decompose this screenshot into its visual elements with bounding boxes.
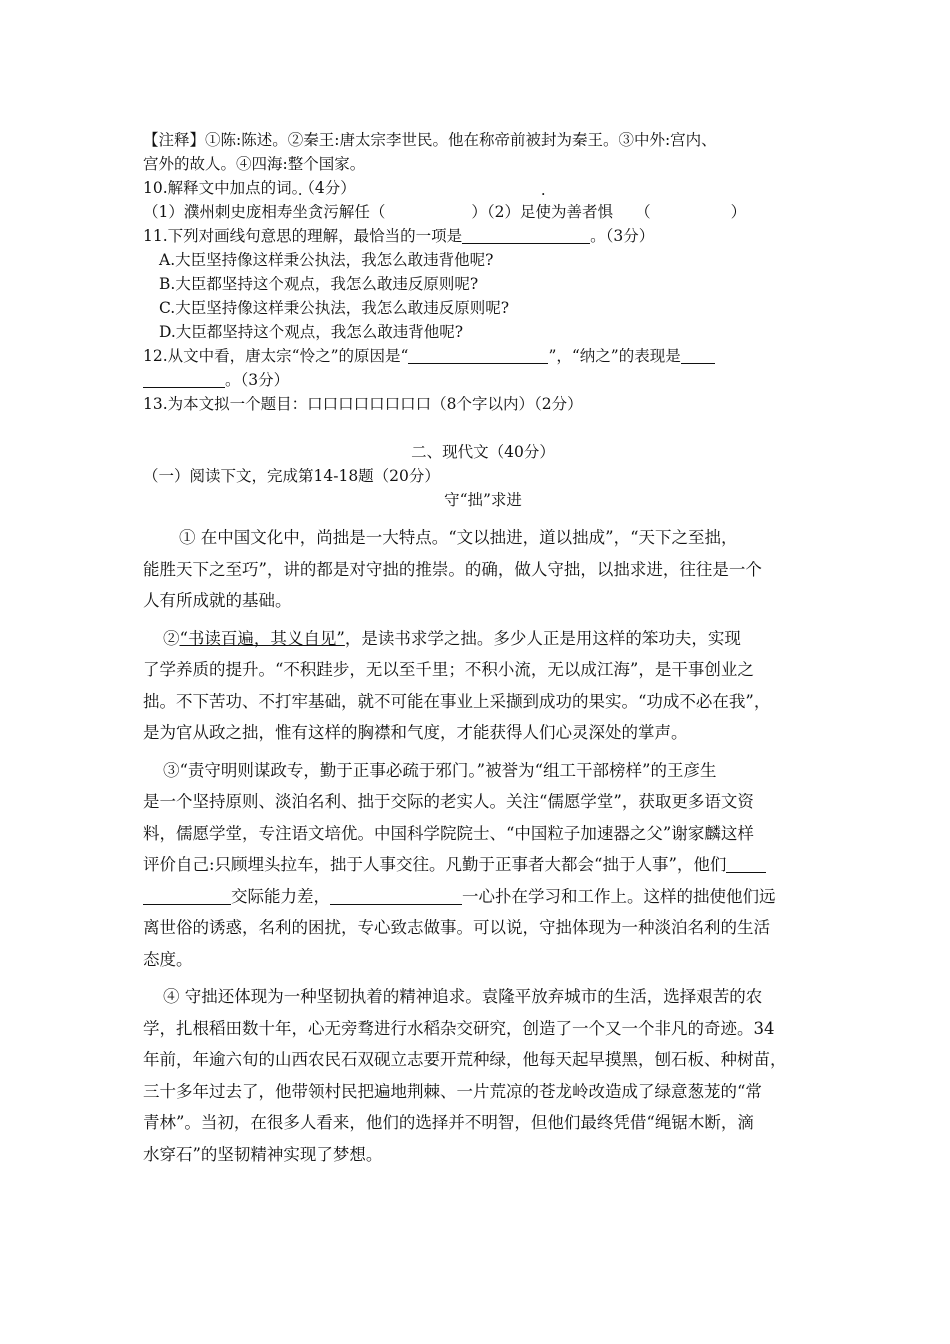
paragraph-line: 人有所成就的基础。 bbox=[143, 591, 292, 610]
question-11-title bbox=[143, 224, 823, 248]
essay-title: 守“拙”求进 bbox=[444, 491, 522, 509]
q11-score: 。（3分） bbox=[590, 227, 655, 245]
question-10-title: 10.解释文中加点的词。（4分） bbox=[143, 179, 356, 197]
paragraph-line: 三十多年过去了，他带领村民把遍地荆棘、一片荒凉的苍龙岭改造成了绿意葱茏的“常 bbox=[143, 1081, 762, 1101]
essay-paragraph-4 bbox=[143, 981, 823, 1170]
q11-option-d[interactable]: D.大臣都坚持这个观点，我怎么敢违背他呢? bbox=[159, 323, 464, 341]
paragraph-text: 评价自己:只顾埋头拉车，拙于人事交往。凡勤于正事者大都会“拙于人事”，他们 bbox=[143, 855, 727, 874]
paragraph-line bbox=[143, 623, 823, 655]
essay-paragraph-3 bbox=[143, 755, 823, 976]
q12-answer-blank-2a[interactable] bbox=[681, 347, 715, 364]
q11-answer-blank[interactable] bbox=[462, 227, 590, 244]
paragraph-line: ④ 守拙还体现为一种坚韧执着的精神追求。袁隆平放弃城市的生活，选择艰苦的农 bbox=[163, 987, 763, 1006]
section-title: 二、现代文（40分） bbox=[411, 443, 555, 461]
q10-part2-text-b: 为善者惧 bbox=[551, 203, 614, 221]
underlined-quote: “书读百遍，其义自见” bbox=[179, 628, 345, 648]
essay-paragraph-2 bbox=[143, 623, 823, 749]
q10-dotted-word-2: 使 bbox=[535, 203, 552, 221]
q10-paren-close: ） bbox=[730, 203, 747, 221]
annotation-line-2: 宫外的故人。④四海:整个国家。 bbox=[143, 155, 366, 173]
q12-answer-blank-2b[interactable] bbox=[143, 371, 225, 388]
question-12-line-1 bbox=[143, 344, 823, 368]
q10-dotted-word-1: 坐 bbox=[292, 203, 308, 221]
paragraph-number: ② bbox=[163, 628, 180, 648]
paragraph-line: 是一个坚持原则、淡泊名利、拙于交际的老实人。关注“儒愿学堂”，获取更多语文资 bbox=[143, 792, 754, 811]
q11-option-a[interactable]: A.大臣坚持像这样秉公执法，我怎么敢违背他呢? bbox=[159, 251, 494, 269]
question-12-line-2 bbox=[143, 368, 823, 392]
paragraph-line: 态度。 bbox=[143, 949, 193, 969]
q11-option-c[interactable]: C.大臣坚持像这样秉公执法，我怎么敢违反原则呢? bbox=[159, 299, 510, 317]
paragraph-line: ③“责守明则谋政专，勤于正事必疏于邪门。”被誉为“组工干部榜样”的王彦生 bbox=[163, 760, 717, 780]
annotation-line-1: 【注释】①陈:陈述。②秦王:唐太宗李世民。他在称帝前被封为秦王。③中外:宫内、 bbox=[143, 131, 717, 149]
paragraph-line: 拙。不下苦功、不打牢基础，就不可能在事业上采撷到成功的果实。“功成不必在我”， bbox=[143, 691, 771, 711]
p3-answer-blank-1b[interactable] bbox=[143, 888, 231, 905]
paragraph-line: 料，儒愿学堂，专注语文培优。中国科学院院士、“中国粒子加速器之父”谢家麟这样 bbox=[143, 823, 754, 843]
paragraph-text: ，是读书求学之拙。多少人正是用这样的笨功夫，实现 bbox=[344, 628, 741, 648]
paragraph-line: 离世俗的诱惑，名利的困扰，专心致志做事。可以说，守拙体现为一种淡泊名利的生活 bbox=[143, 918, 770, 937]
paragraph-line: 青林”。当初，在很多人看来，他们的选择并不明智，但他们最终凭借“绳锯木断，滴 bbox=[143, 1113, 754, 1132]
paragraph-line bbox=[143, 849, 823, 881]
q12-score: 。（3分） bbox=[225, 371, 290, 389]
paragraph-text: 一心扑在学习和工作上。这样的拙使他们远 bbox=[462, 886, 776, 906]
question-10-items bbox=[143, 200, 823, 224]
paragraph-line: 年前，年逾六旬的山西农民石双砚立志要开荒种绿，他每天起早摸黑，刨石板、种树苗， bbox=[143, 1050, 787, 1069]
question-13: 13.为本文拟一个题目：口口口口口口口口（8个字以内）（2分） bbox=[143, 395, 583, 413]
q11-stem: 11.下列对画线句意思的理解，最恰当的一项是 bbox=[143, 227, 463, 245]
paragraph-line bbox=[143, 881, 823, 913]
paragraph-line: 是为官从政之拙，惟有这样的胸襟和气度，才能获得人们心灵深处的掌声。 bbox=[143, 723, 688, 742]
p3-answer-blank-2[interactable] bbox=[330, 888, 462, 905]
paragraph-text: 交际能力差， bbox=[231, 886, 330, 906]
q10-part2-text: ）（2）足 bbox=[471, 203, 536, 221]
q12-answer-blank-1[interactable] bbox=[408, 347, 548, 364]
paragraph-line: ① 在中国文化中，尚拙是一大特点。“文以拙进，道以拙成”，“天下之至拙， bbox=[179, 528, 738, 547]
paragraph-line: 了学养质的提升。“不积跬步，无以至千里；不积小流，无以成江海”，是干事创业之 bbox=[143, 660, 754, 679]
q11-option-b[interactable]: B.大臣都坚持这个观点，我怎么敢违反原则呢? bbox=[159, 275, 479, 293]
q10-paren-open: （ bbox=[635, 203, 651, 221]
essay-paragraph-1 bbox=[143, 522, 823, 617]
q10-part1-text-b: 贪污解任（ bbox=[307, 203, 386, 221]
reading-instruction: （一）阅读下文，完成第14-18题（20分） bbox=[143, 467, 440, 485]
p3-answer-blank-1a[interactable] bbox=[726, 856, 766, 873]
q12-stem-b: ”，“纳之”的表现是 bbox=[548, 347, 681, 365]
q10-part1-text: （1）濮州刺史庞相寿 bbox=[143, 203, 293, 221]
exam-page bbox=[143, 128, 823, 1170]
paragraph-line: 学，扎根稻田数十年，心无旁骛进行水稻杂交研究，创造了一个又一个非凡的奇迹。34 bbox=[143, 1018, 775, 1038]
q12-stem: 12.从文中看，唐太宗“怜之”的原因是“ bbox=[143, 347, 409, 365]
paragraph-line: 能胜天下之至巧”，讲的都是对守拙的推崇。的确，做人守拙，以拙求进，往往是一个 bbox=[143, 559, 762, 579]
paragraph-line: 水穿石”的坚韧精神实现了梦想。 bbox=[143, 1144, 383, 1164]
